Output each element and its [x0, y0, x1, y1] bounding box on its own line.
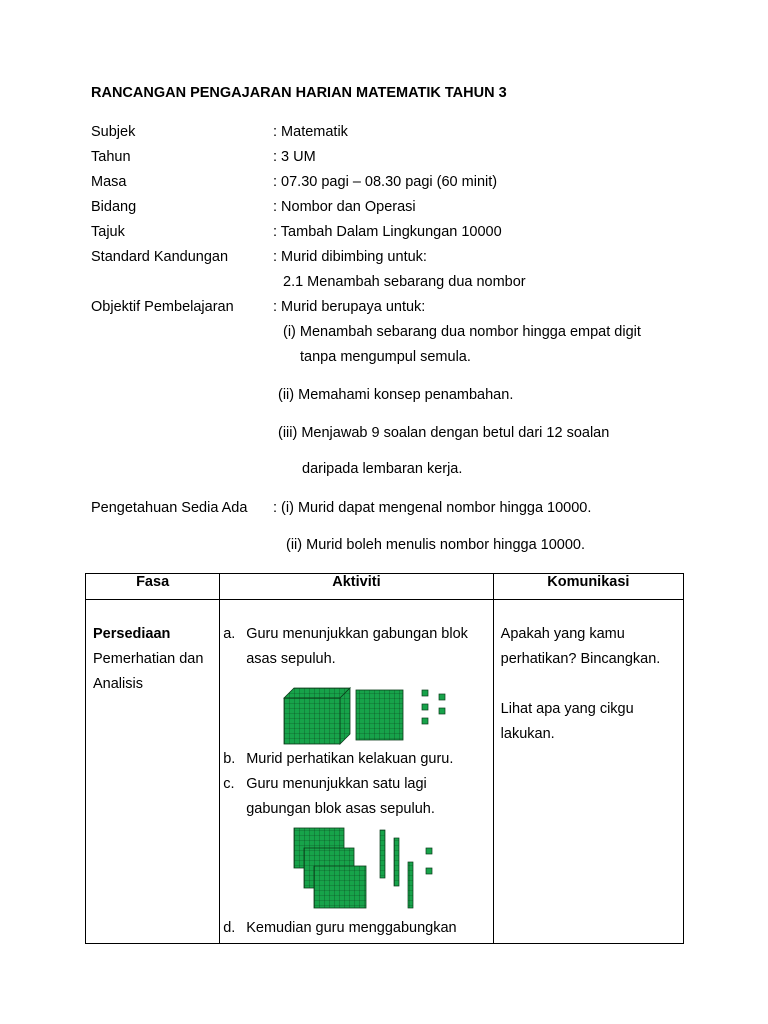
field-label-subjek: Subjek — [91, 124, 136, 140]
base-ten-blocks-image-1 — [280, 684, 450, 746]
field-value-bidang: : Nombor dan Operasi — [273, 199, 416, 215]
objektif-label: Objektif Pembelajaran — [91, 299, 234, 315]
field-value-standard: : Murid dibimbing untuk: — [273, 249, 427, 265]
stacked-hundred-flats-icon — [294, 828, 366, 908]
unit-cube-icons-2 — [426, 848, 432, 874]
pengetahuan-label: Pengetahuan Sedia Ada — [91, 500, 248, 516]
pengetahuan-value: : (i) Murid dapat mengenal nombor hingga 10000. — [273, 500, 592, 516]
aktiviti-c-line-2: gabungan blok asas sepuluh. — [246, 801, 435, 817]
komunikasi-line-2: perhatikan? Bincangkan. — [500, 651, 661, 667]
aktiviti-b-line-1: Murid perhatikan kelakuan guru. — [246, 751, 454, 767]
komunikasi-cell — [493, 600, 683, 944]
header-komunikasi: Komunikasi — [493, 574, 683, 600]
table-header-row — [86, 574, 684, 600]
field-value-subjek: : Matematik — [273, 124, 348, 140]
thousand-cube-icon — [284, 688, 350, 744]
document-title: RANCANGAN PENGAJARAN HARIAN MATEMATIK TAHUN 3 — [91, 85, 507, 101]
field-label-bidang: Bidang — [91, 199, 137, 215]
objektif-value: : Murid berupaya untuk: — [273, 299, 426, 315]
aktiviti-c-line-1: Guru menunjukkan satu lagi — [246, 776, 427, 792]
aktiviti-d-mark: d. — [223, 920, 236, 936]
aktiviti-a-line-2: asas sepuluh. — [246, 651, 336, 667]
aktiviti-d-line-1: Kemudian guru menggabungkan — [246, 920, 457, 936]
aktiviti-a-line-1: Guru menunjukkan gabungan blok — [246, 626, 468, 642]
objektif-item-1: (i) Menambah sebarang dua nombor hingga empat digit — [283, 324, 641, 340]
base-ten-blocks-image-2 — [290, 826, 450, 910]
field-label-tajuk: Tajuk — [91, 224, 125, 240]
ten-rod-icons — [380, 830, 413, 908]
unit-cube-icons — [422, 690, 445, 724]
fasa-line-1: Pemerhatian dan — [93, 651, 204, 667]
activity-table — [85, 573, 684, 944]
aktiviti-c-mark: c. — [223, 776, 235, 792]
komunikasi-line-3: Lihat apa yang cikgu — [500, 701, 634, 717]
komunikasi-line-1: Apakah yang kamu — [500, 626, 625, 642]
fasa-title: Persediaan — [93, 626, 171, 642]
pengetahuan-item-2: (ii) Murid boleh menulis nombor hingga 10000. — [286, 537, 586, 553]
aktiviti-b-mark: b. — [223, 751, 236, 767]
field-value-tajuk: : Tambah Dalam Lingkungan 10000 — [273, 224, 502, 240]
fasa-cell — [86, 600, 220, 944]
fasa-line-2: Analisis — [93, 676, 143, 692]
field-value-tahun: : 3 UM — [273, 149, 316, 165]
objektif-item-1-cont: tanpa mengumpul semula. — [300, 349, 471, 365]
objektif-item-3: (iii) Menjawab 9 soalan dengan betul dari 12 soalan — [278, 425, 610, 441]
hundred-flat-icon — [356, 690, 403, 740]
field-value-masa: : 07.30 pagi – 08.30 pagi (60 minit) — [273, 174, 498, 190]
header-aktiviti: Aktiviti — [220, 574, 493, 600]
aktiviti-cell — [220, 600, 493, 944]
field-label-tahun: Tahun — [91, 149, 131, 165]
objektif-item-2: (ii) Memahami konsep penambahan. — [278, 387, 514, 403]
table-row — [86, 600, 684, 944]
aktiviti-a-mark: a. — [223, 626, 236, 642]
field-label-standard: Standard Kandungan — [91, 249, 229, 265]
komunikasi-line-4: lakukan. — [500, 726, 555, 742]
field-label-masa: Masa — [91, 174, 127, 190]
objektif-item-3-cont: daripada lembaran kerja. — [302, 461, 463, 477]
standard-detail: 2.1 Menambah sebarang dua nombor — [283, 274, 526, 290]
header-fasa: Fasa — [86, 574, 220, 600]
